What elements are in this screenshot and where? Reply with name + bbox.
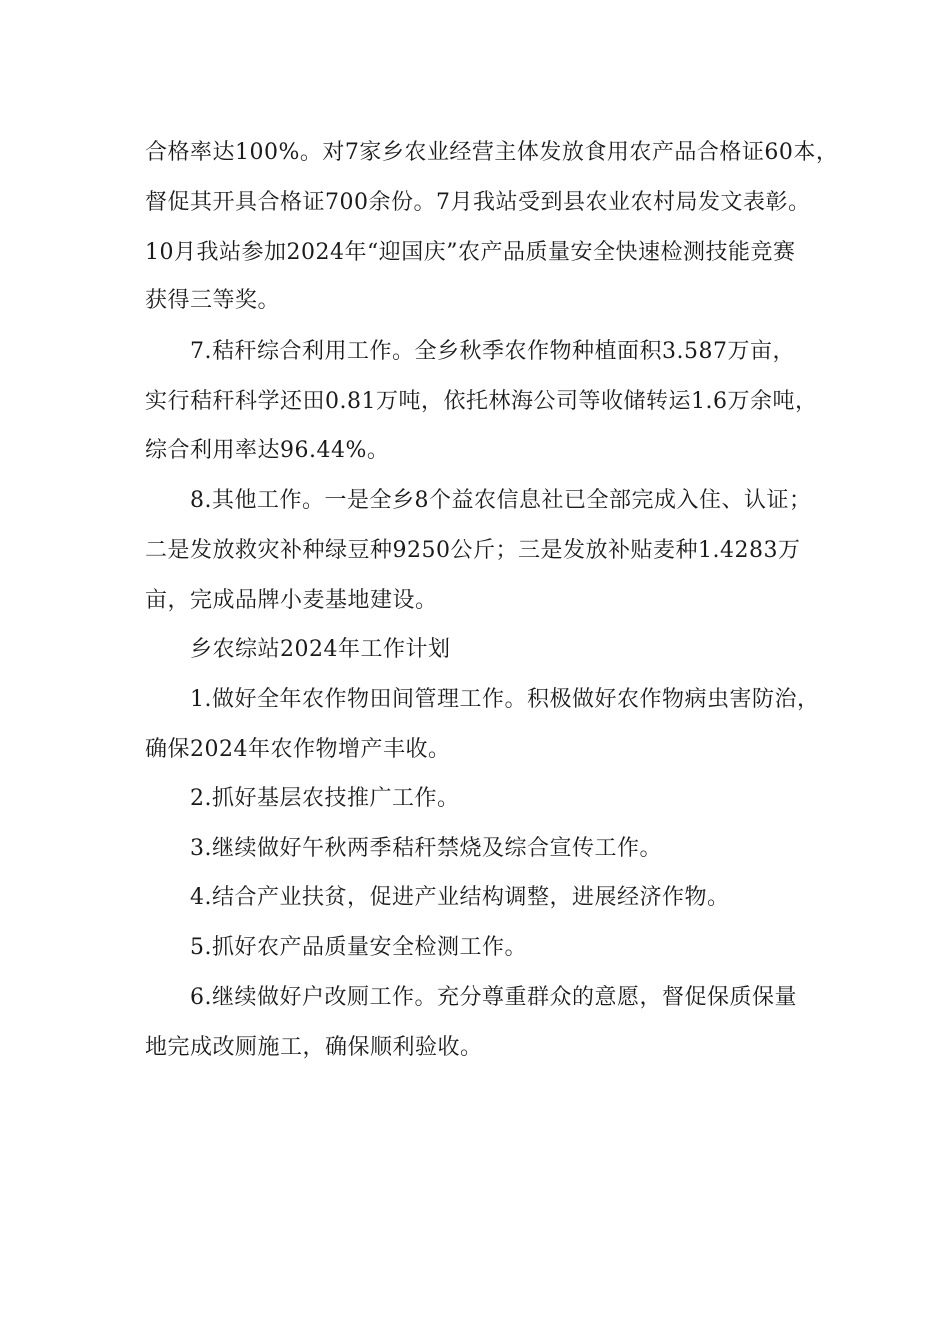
paragraph-line: 合格率达100%。对7家乡农业经营主体发放食用农产品合格证60本， [145,140,839,165]
paragraph-line: 8.其他工作。一是全乡8个益农信息社已全部完成入住、认证； [190,488,812,513]
paragraph-line: 实行秸秆科学还田0.81万吨，依托林海公司等收储转运1.6万余吨， [145,389,818,414]
paragraph-line: 获得三等奖。 [145,288,281,313]
paragraph-line: 7.秸秆综合利用工作。全乡秋季农作物种植面积3.587万亩， [190,339,795,364]
paragraph-line: 5.抓好农产品质量安全检测工作。 [190,935,527,960]
paragraph-line: 确保2024年农作物增产丰收。 [145,737,451,762]
paragraph-line: 1.做好全年农作物田间管理工作。积极做好农作物病虫害防治， [190,687,820,712]
paragraph-line: 亩，完成品牌小麦基地建设。 [145,588,438,613]
paragraph-line: 4.结合产业扶贫，促进产业结构调整，进展经济作物。 [190,885,730,910]
paragraph-line: 综合利用率达96.44%。 [145,438,390,463]
section-heading: 乡农综站2024年工作计划 [190,637,451,662]
paragraph-line: 10月我站参加2024年“迎国庆”农产品质量安全快速检测技能竞赛 [145,240,796,265]
paragraph-line: 地完成改厕施工，确保顺利验收。 [145,1035,483,1060]
paragraph-line: 督促其开具合格证700余份。7月我站受到县农业农村局发文表彰。 [145,190,811,215]
paragraph-line: 6.继续做好户改厕工作。充分尊重群众的意愿，督促保质保量 [190,985,797,1010]
paragraph-line: 3.继续做好午秋两季秸秆禁烧及综合宣传工作。 [190,836,662,861]
paragraph-line: 2.抓好基层农技推广工作。 [190,786,460,811]
paragraph-line: 二是发放救灾补种绿豆种9250公斤；三是发放补贴麦种1.4283万 [145,538,801,563]
